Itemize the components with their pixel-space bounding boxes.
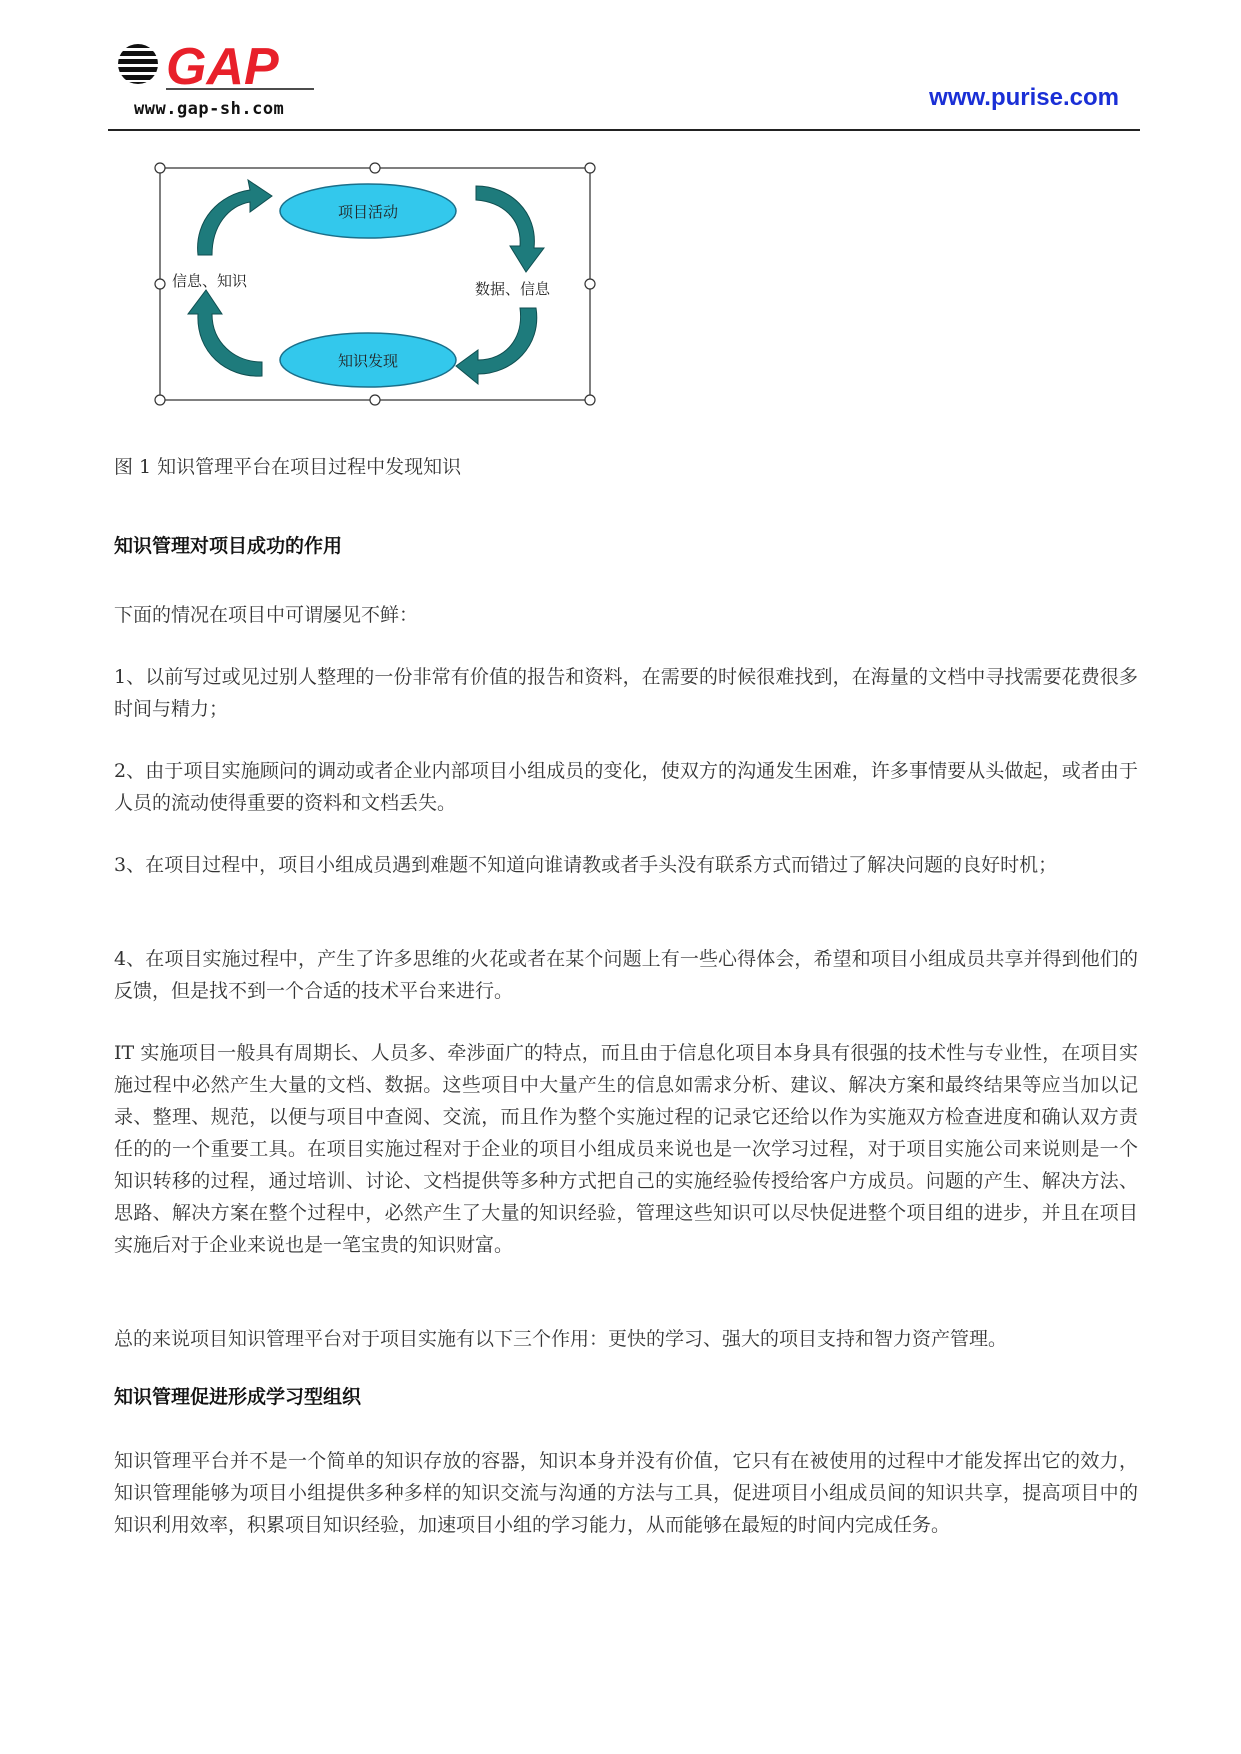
- node-top-label: 项目活动: [337, 203, 399, 221]
- paragraph-item-3: 3、在项目过程中，项目小组成员遇到难题不知道向谁请教或者手头没有联系方式而错过了解决问题的良好时机；: [114, 854, 1058, 876]
- logo-wordmark: GAP: [166, 38, 279, 96]
- paragraph-learning-org: 知识管理平台并不是一个简单的知识存放的容器，知识本身并没有价值，它只有在被使用的过程中才能发挥出它的效力，知识管理能够为项目小组提供多种多样的知识交流与沟通的方法与工具，促进项目小组成员间的知识共享，提高项目中的知识利用效率，积累项目知识经验，加速项目小组的学习能力，从而能够在最短的时间内完成任务。: [114, 1450, 1138, 1536]
- paragraph-body: IT 实施项目一般具有周期长、人员多、牵涉面广的特点，而且由于信息化项目本身具有很强的技术性与专业性，在项目实施过程中必然产生大量的文档、数据。这些项目中大量产生的信息如需求分析、建议、解决方案和最终结果等应当加以记录、整理、规范，以便与项目中查阅、交流，而且作为整个实施过程的记录它还给以作为实施双方检查进度和确认双方责任的的一个重要工具。在项目实施过程对于企业的项目小组成员来说也是一次学习过程，对于项目实施公司来说则是一个知识转移的过程，通过培训、讨论、文档提供等多种方式把自己的实施经验传授给客户方成员。问题的产生、解决方法、思路、解决方案在整个过程中，必然产生了大量的知识经验，管理这些知识可以尽快促进整个项目组的进步，并且在项目实施后对于企业来说也是一笔宝贵的知识财富。: [114, 1042, 1138, 1256]
- arrow-bottom-right-icon: [456, 308, 537, 384]
- section-heading-project-success: 知识管理对项目成功的作用: [114, 535, 343, 557]
- site-url[interactable]: www.purise.com: [929, 84, 1119, 111]
- figure-caption: 图 1 知识管理平台在项目过程中发现知识: [114, 456, 462, 478]
- label-right: 数据、信息: [475, 280, 551, 298]
- arrow-top-right-icon: [476, 186, 544, 272]
- header-divider: [108, 129, 1140, 131]
- arrow-top-left-icon: [198, 180, 272, 255]
- globe-icon: [116, 44, 160, 84]
- paragraph-item-2: 2、由于项目实施顾问的调动或者企业内部项目小组成员的变化，使双方的沟通发生困难，许多事情要从头做起，或者由于人员的流动使得重要的资料和文档丢失。: [114, 760, 1138, 814]
- knowledge-cycle-diagram: [150, 160, 600, 410]
- paragraph-summary: 总的来说项目知识管理平台对于项目实施有以下三个作用：更快的学习、强大的项目支持和智力资产管理。: [114, 1328, 1008, 1350]
- section-heading-learning-org: 知识管理促进形成学习型组织: [114, 1386, 362, 1408]
- label-left: 信息、知识: [172, 272, 248, 290]
- arrow-bottom-left-icon: [188, 290, 262, 376]
- node-bottom-label: 知识发现: [337, 352, 399, 370]
- paragraph-item-1: 1、以前写过或见过别人整理的一份非常有价值的报告和资料，在需要的时候很难找到，在海量的文档中寻找需要花费很多时间与精力；: [114, 666, 1138, 720]
- paragraph-intro: 下面的情况在项目中可谓屡见不鲜：: [114, 604, 419, 626]
- paragraph-item-4: 4、在项目实施过程中，产生了许多思维的火花或者在某个问题上有一些心得体会，希望和项目小组成员共享并得到他们的反馈，但是找不到一个合适的技术平台来进行。: [114, 948, 1138, 1002]
- logo-url: www.gap-sh.com: [134, 99, 285, 119]
